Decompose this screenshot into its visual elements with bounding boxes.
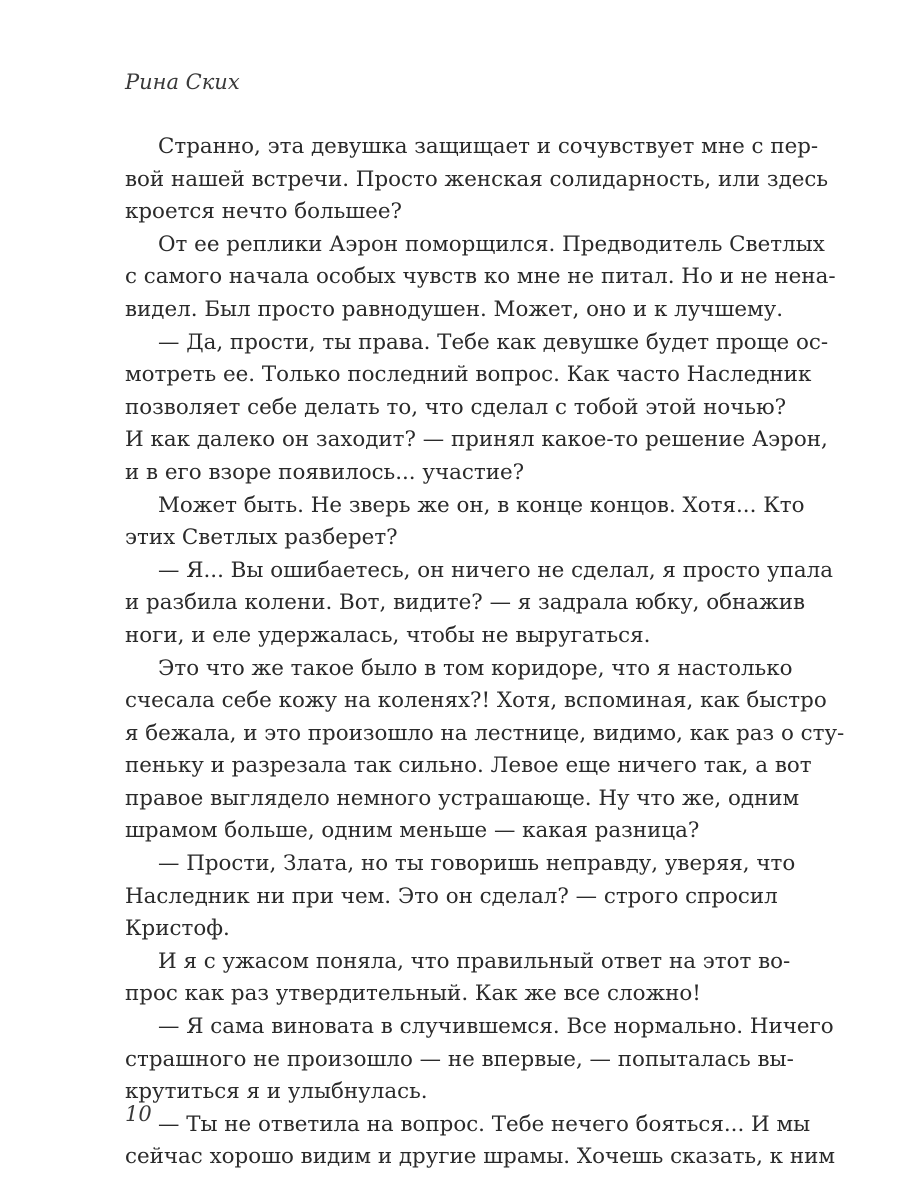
text-line: мотреть ее. Только последний вопрос. Как часто Наследник [125,362,812,388]
text-line: И я с ужасом поняла, что правильный ответ на этот во- [158,948,791,974]
text-line: вой нашей встречи. Просто женская солидарность, или здесь [125,166,829,192]
text-line: Странно, эта девушка защищает и сочувствует мне с пер- [158,134,819,159]
book-page-text [125,131,845,1174]
text-line: с самого начала особых чувств ко мне не питал. Но и не нена- [125,264,836,290]
text-line: прос как раз утвердительный. Как же все сложно! [125,981,701,1007]
text-line: позволяет себе делать то, что сделал с тобой этой ночью? [125,394,787,420]
text-line: и разбила колени. Вот, видите? — я задрала юбку, обнажив [125,590,806,616]
text-line: крутиться я и улыбнулась. [125,1079,428,1105]
text-line: От ее реплики Аэрон поморщился. Предводитель Светлых [158,231,825,257]
text-line: страшного не произошло — не впервые, — попыталась вы- [125,1046,794,1072]
text-line: Это что же такое было в том коридоре, что я настолько [158,655,793,681]
text-line: — Я... Вы ошибаетесь, он ничего не сделал, я просто упала [158,557,833,583]
text-line: я бежала, и это произошло на лестнице, видимо, как раз о сту- [125,720,845,746]
text-line: счесала себе кожу на коленях?! Хотя, вспоминая, как быстро [125,688,827,714]
running-header-author: Рина Ских [125,70,240,94]
text-line: — Я сама виновата в случившемся. Все нормально. Ничего [158,1014,834,1040]
text-line: И как далеко он заходит? — принял какое-то решение Аэрон, [125,427,828,453]
text-line: Кристоф. [125,916,230,942]
text-line: Наследник ни при чем. Это он сделал? — строго спросил [125,883,778,909]
text-line: — Ты не ответила на вопрос. Тебе нечего бояться... И мы [158,1111,811,1137]
text-line: видел. Был просто равнодушен. Может, оно и к лучшему. [125,296,784,322]
text-line: Может быть. Не зверь же он, в конце концов. Хотя... Кто [158,492,805,518]
text-line: этих Светлых разберет? [125,525,398,551]
text-line: ноги, и еле удержалась, чтобы не выругаться. [125,622,651,648]
text-line: — Да, прости, ты права. Тебе как девушке будет проще ос- [158,329,829,355]
page-number: 10 [125,1102,152,1126]
text-line: кроется нечто большее? [125,199,402,225]
text-line: сейчас хорошо видим и другие шрамы. Хочешь сказать, к ним [125,1144,835,1170]
text-line: пеньку и разрезала так сильно. Левое еще ничего так, а вот [125,753,812,779]
text-line: и в его взоре появилось... участие? [125,459,525,485]
text-line: правое выглядело немного устрашающе. Ну что же, одним [125,785,800,811]
text-line: — Прости, Злата, но ты говоришь неправду, уверяя, что [158,851,796,877]
text-line: шрамом больше, одним меньше — какая разница? [125,818,700,844]
